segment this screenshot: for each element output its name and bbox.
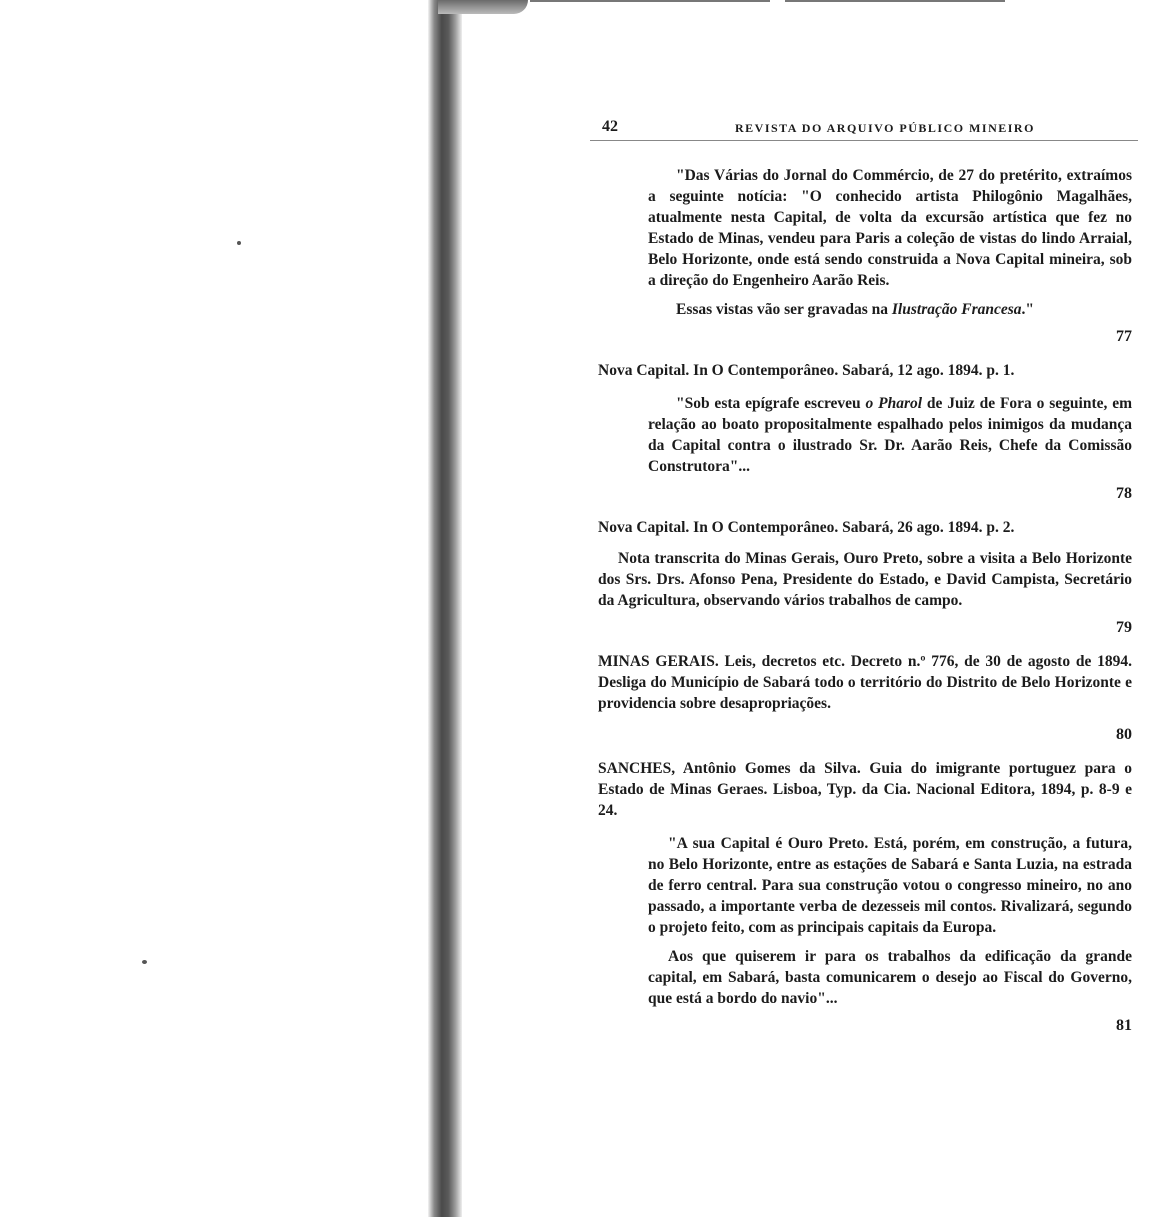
quote-77-italic-title: Ilustração Francesa [891,301,1022,318]
quote-78-paragraph [648,393,1132,477]
quote-78-text-end: de Juiz de Fora o seguinte, em relação ao boato propositalmente espalhado pelos inimigos da mudança da Capital contra o ilustrado Sr. Dr. Aarão Reis, Chefe da Comissão Construtora"... [648,395,1132,475]
quote-81-paragraph-2: Aos que quiserem ir para os trabalhos da edificação da grande capital, em Sabará, basta comunicarem o desejo ao Fiscal do Governo, que está a bordo do navio"... [648,948,1132,1007]
quote-77-text-end: ." [1021,301,1034,318]
quote-78-italic-title: o Pharol [865,395,923,412]
page-number: 42 [602,118,618,135]
top-edge-line [530,0,770,2]
page-header [590,110,1138,141]
note-79 [598,548,1132,611]
quote-78-text: "Sob esta epígrafe escreveu [676,395,866,412]
entry-number-79: 79 [1116,619,1132,636]
entry-number-78: 78 [1116,485,1132,502]
book-spine-top [438,0,528,14]
citation-80: MINAS GERAIS. Leis, decretos etc. Decreto n.º 776, de 30 de agosto de 1894. Desliga do Município de Sabará todo o território do Distrito de Belo Horizonte e providencia sobre desapropriações. [598,653,1132,712]
book-spine [428,0,462,1217]
quote-78 [648,393,1132,477]
scan-speck [237,241,241,245]
quote-77 [648,165,1132,320]
quote-77-text: Essas vistas vão ser gravadas na [676,301,892,318]
scan-speck [142,960,147,964]
citation-79: Nova Capital. In O Contemporâneo. Sabará, 26 ago. 1894. p. 2. [598,519,1015,536]
citation-81: SANCHES, Antônio Gomes da Silva. Guia do imigrante portuguez para o Estado de Minas Geraes. Lisboa, Typ. da Cia. Nacional Editora, 1894, p. 8-9 e 24. [598,760,1132,819]
top-edge-line [785,0,1005,2]
quote-81-paragraph-1: "A sua Capital é Ouro Preto. Está, porém, em construção, a futura, no Belo Horizonte, entre as estações de Sabará e Santa Luzia, na estrada de ferro central. Para sua construção votou o congresso mineiro, no ano passado, a importante verba de dezesseis mil contos. Rivalizará, segundo o projeto feito, com as principais capitais da Europa. [648,835,1132,936]
entry-number-77: 77 [1116,328,1132,345]
citation-78: Nova Capital. In O Contemporâneo. Sabará, 12 ago. 1894. p. 1. [598,362,1015,379]
entry-number-80: 80 [1116,726,1132,743]
quote-77-paragraph-2 [648,299,1132,320]
running-title: REVISTA DO ARQUIVO PÚBLICO MINEIRO [735,121,1035,135]
quote-77-paragraph-1: "Das Várias do Jornal do Commércio, de 27 do pretérito, extraímos a seguinte notícia: "O conhecido artista Philogônio Magalhães, atualmente nesta Capital, de volta da excursão artística que fez no Estado de Minas, vendeu para Paris a coleção de vistas do lindo Arraial, Belo Horizonte, onde está sendo construida a Nova Capital mineira, sob a direção do Engenheiro Aarão Reis. [648,167,1132,289]
entry-number-81: 81 [1116,1017,1132,1034]
document-page [590,110,1138,1049]
note-79-paragraph: Nota transcrita do Minas Gerais, Ouro Preto, sobre a visita a Belo Horizonte dos Srs. Drs. Afonso Pena, Presidente do Estado, e David Campista, Secretário da Agricultura, observando vários trabalhos de campo. [598,550,1132,609]
quote-81 [648,833,1132,1009]
